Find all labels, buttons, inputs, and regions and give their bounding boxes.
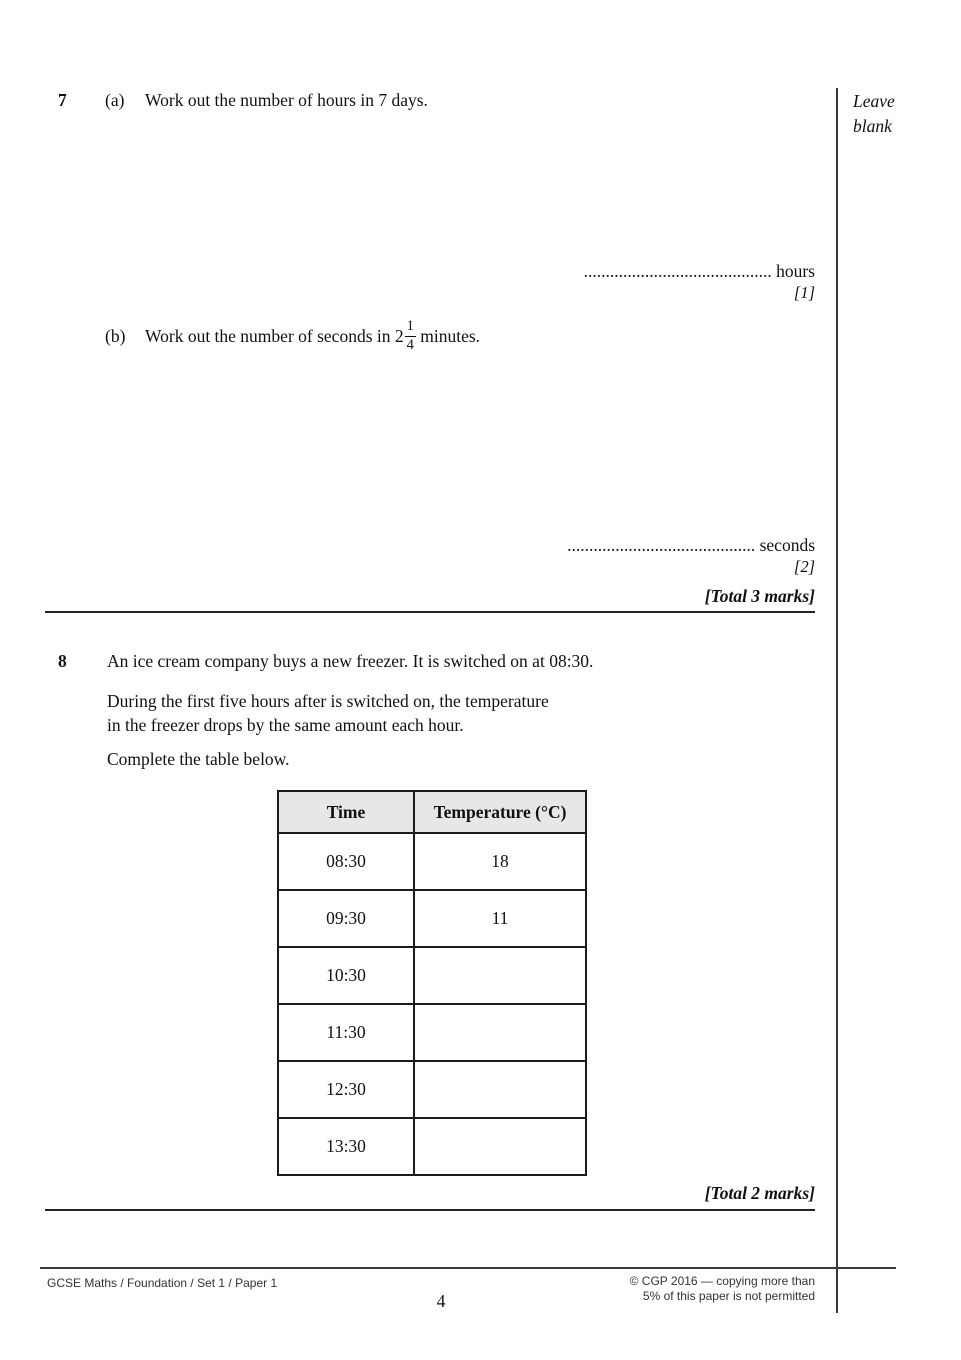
- table-header-temperature: Temperature (°C): [414, 791, 586, 833]
- question7b-marks: [2]: [793, 557, 815, 576]
- fraction-numerator: 1: [405, 319, 416, 336]
- table-row: [278, 1118, 586, 1175]
- margin-divider-line: [836, 88, 838, 1313]
- leave-blank-note: [853, 89, 895, 139]
- question7b-text: [145, 313, 480, 359]
- time-cell: 08:30: [278, 833, 414, 890]
- question7a-label: (a): [105, 90, 125, 110]
- question7-number: 7: [58, 90, 67, 110]
- temperature-cell-blank: [414, 1061, 586, 1118]
- table-row: [278, 1004, 586, 1061]
- table-row: [278, 947, 586, 1004]
- table-header-time: Time: [278, 791, 414, 833]
- table-row: [278, 1061, 586, 1118]
- fraction: [405, 319, 416, 352]
- time-cell: 12:30: [278, 1061, 414, 1118]
- leave-blank-line2: blank: [853, 116, 892, 136]
- footer-copyright-line1: © CGP 2016 — copying more than: [629, 1274, 815, 1288]
- question8-instruction: Complete the table below.: [107, 749, 290, 769]
- question8-paragraph-line1: During the first five hours after is switched on, the temperature: [107, 691, 549, 711]
- answer-unit: hours: [776, 261, 815, 281]
- time-cell: 10:30: [278, 947, 414, 1004]
- answer-unit: seconds: [759, 535, 815, 555]
- temperature-cell: 11: [414, 890, 586, 947]
- answer-dots: ...........................................: [583, 261, 772, 281]
- question8-total-marks: [Total 2 marks]: [704, 1183, 815, 1203]
- question7-total-marks: [Total 3 marks]: [704, 586, 815, 606]
- table-row: [278, 890, 586, 947]
- question7a-marks: [1]: [793, 283, 815, 302]
- temperature-table: [277, 790, 587, 1176]
- question8-paragraph-line2: in the freezer drops by the same amount each hour.: [107, 715, 464, 735]
- question-separator-line: [45, 1209, 815, 1211]
- table-row: [278, 833, 586, 890]
- table-header-row: [278, 791, 586, 833]
- question8-intro: An ice cream company buys a new freezer. It is switched on at 08:30.: [107, 651, 594, 671]
- footer-rule: [40, 1267, 896, 1269]
- time-cell: 09:30: [278, 890, 414, 947]
- question8-number: 8: [58, 651, 67, 671]
- question7b-text-before: Work out the number of seconds in: [145, 325, 395, 346]
- mixed-number-whole: 2: [394, 325, 404, 346]
- temperature-cell-blank: [414, 1118, 586, 1175]
- question7b-label: (b): [105, 326, 126, 346]
- temperature-cell-blank: [414, 947, 586, 1004]
- page-number: 4: [436, 1291, 446, 1311]
- time-cell: 11:30: [278, 1004, 414, 1061]
- temperature-cell: 18: [414, 833, 586, 890]
- temperature-cell-blank: [414, 1004, 586, 1061]
- question-separator-line: [45, 611, 815, 613]
- leave-blank-line1: Leave: [853, 91, 895, 111]
- answer-dots: ...........................................: [567, 535, 756, 555]
- question8-paragraph: [107, 689, 549, 737]
- question7b-text-after: minutes.: [415, 325, 481, 346]
- fraction-denominator: 4: [406, 336, 414, 353]
- question7b-answer-line: [567, 535, 815, 556]
- question7a-answer-line: [584, 261, 815, 282]
- footer-paper-title: GCSE Maths / Foundation / Set 1 / Paper 1: [47, 1276, 278, 1290]
- footer-copyright-line2: 5% of this paper is not permitted: [642, 1289, 815, 1303]
- question7a-text: Work out the number of hours in 7 days.: [145, 90, 428, 110]
- footer-copyright: [630, 1274, 815, 1304]
- time-cell: 13:30: [278, 1118, 414, 1175]
